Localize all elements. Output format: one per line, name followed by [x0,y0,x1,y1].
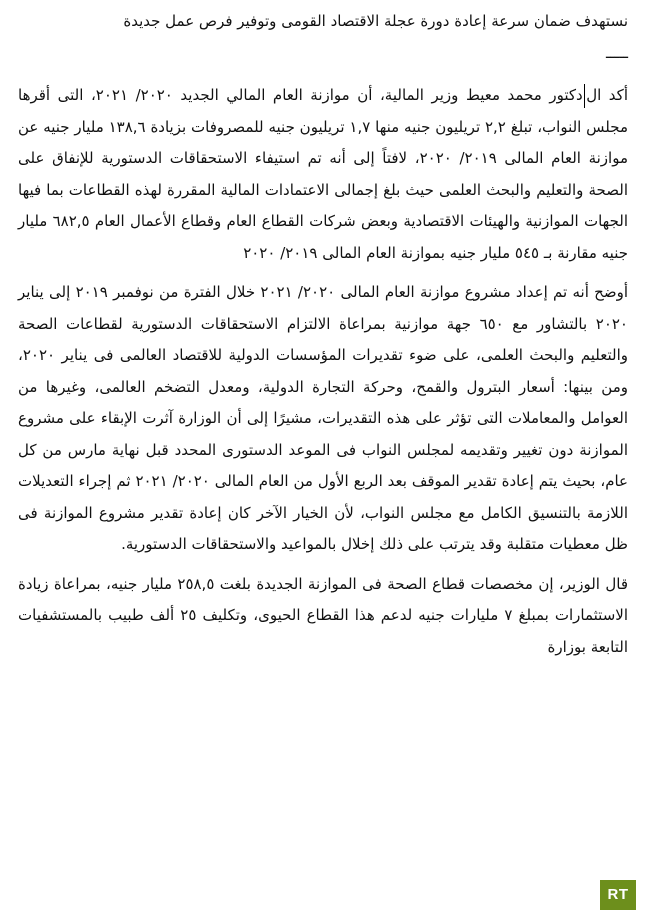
paragraph-1-text: دكتور محمد معيط وزير المالية، أن موازنة العام المالي الجديد ٢٠٢٠/ ٢٠٢١، التى أقرها مجلس النواب، تبلغ ٢,٢ تريليون جنيه منها ١,٧ تريليون جنيه للمصروفات بزيادة ١٣٨,٦ مليار جنيه عن موازنة العام المالى ٢٠١٩/ ٢٠٢٠، لافتاً إلى أنه تم استيفاء الاستحقاقات الدستورية للإنفاق على الصحة والتعليم والبحث العلمى حيث بلغ إجمالى الاعتمادات المالية المقررة لهذه القطاعات بما فيها الجهات الموازنية والهيئات الاقتصادية وبعض شركات القطاع العام وقطاع الأعمال العام ٦٨٢,٥ مليار جنيه مقارنة بـ ٥٤٥ مليار جنيه بموازنة العام المالى ٢٠١٩/ ٢٠٢٠ [18,86,628,262]
paragraph-2: أوضح أنه تم إعداد مشروع موازنة العام المالى ٢٠٢٠/ ٢٠٢١ خلال الفترة من نوفمبر ٢٠١٩ إلى يناير ٢٠٢٠ بالتشاور مع ٦٥٠ جهة موازنية بمراعاة الالتزام الاستحقاقات الدستورية لقطاعات الصحة والتعليم والبحث العلمى، على ضوء تقديرات المؤسسات الدولية للاقتصاد العالمى فى يناير ٢٠٢٠، ومن بينها: أسعار البترول والقمح، وحركة التجارة الدولية، ومعدل التضخم العالمى، وغيرها من العوامل والمعاملات التى تؤثر على هذه التقديرات، مشيرًا إلى أن الوزارة آثرت الإبقاء على مشروع الموازنة دون تغيير وتقديمه لمجلس النواب فى الموعد الدستورى المحدد قبل نهاية مارس من كل عام، بحيث يتم إعادة تقدير الموقف بعد الربع الأول من العام المالى ٢٠٢٠/ ٢٠٢١ ثم إجراء التعديلات اللازمة بالتنسيق الكامل مع مجلس النواب، لأن الخيار الآخر كان إعادة تقدير مشروع الموازنة فى ظل معطيات متقلبة وقد يترتب على ذلك إخلال بالمواعيد والاستحقاقات الدستورية. [18,283,628,553]
separator-line: ـــــ [606,44,628,62]
text-cursor [584,84,586,108]
rt-logo: RT [600,880,636,910]
article-headline: نستهدف ضمان سرعة إعادة دورة عجلة الاقتصاد القومى وتوفير فرص عمل جديدة [123,12,628,30]
paragraph-1-lead: أكد ال [586,86,628,104]
paragraph-3: قال الوزير، إن مخصصات قطاع الصحة فى الموازنة الجديدة بلغت ٢٥٨,٥ مليار جنيه، بمراعاة زيادة الاستثمارات بمبلغ ٧ مليارات جنيه لدعم هذا القطاع الحيوى، وتكليف ٢٥ ألف طبيب بالمستشفيات التابعة بوزارة [18,574,629,656]
paragraph-1 [18,80,628,269]
article-body [18,80,628,671]
